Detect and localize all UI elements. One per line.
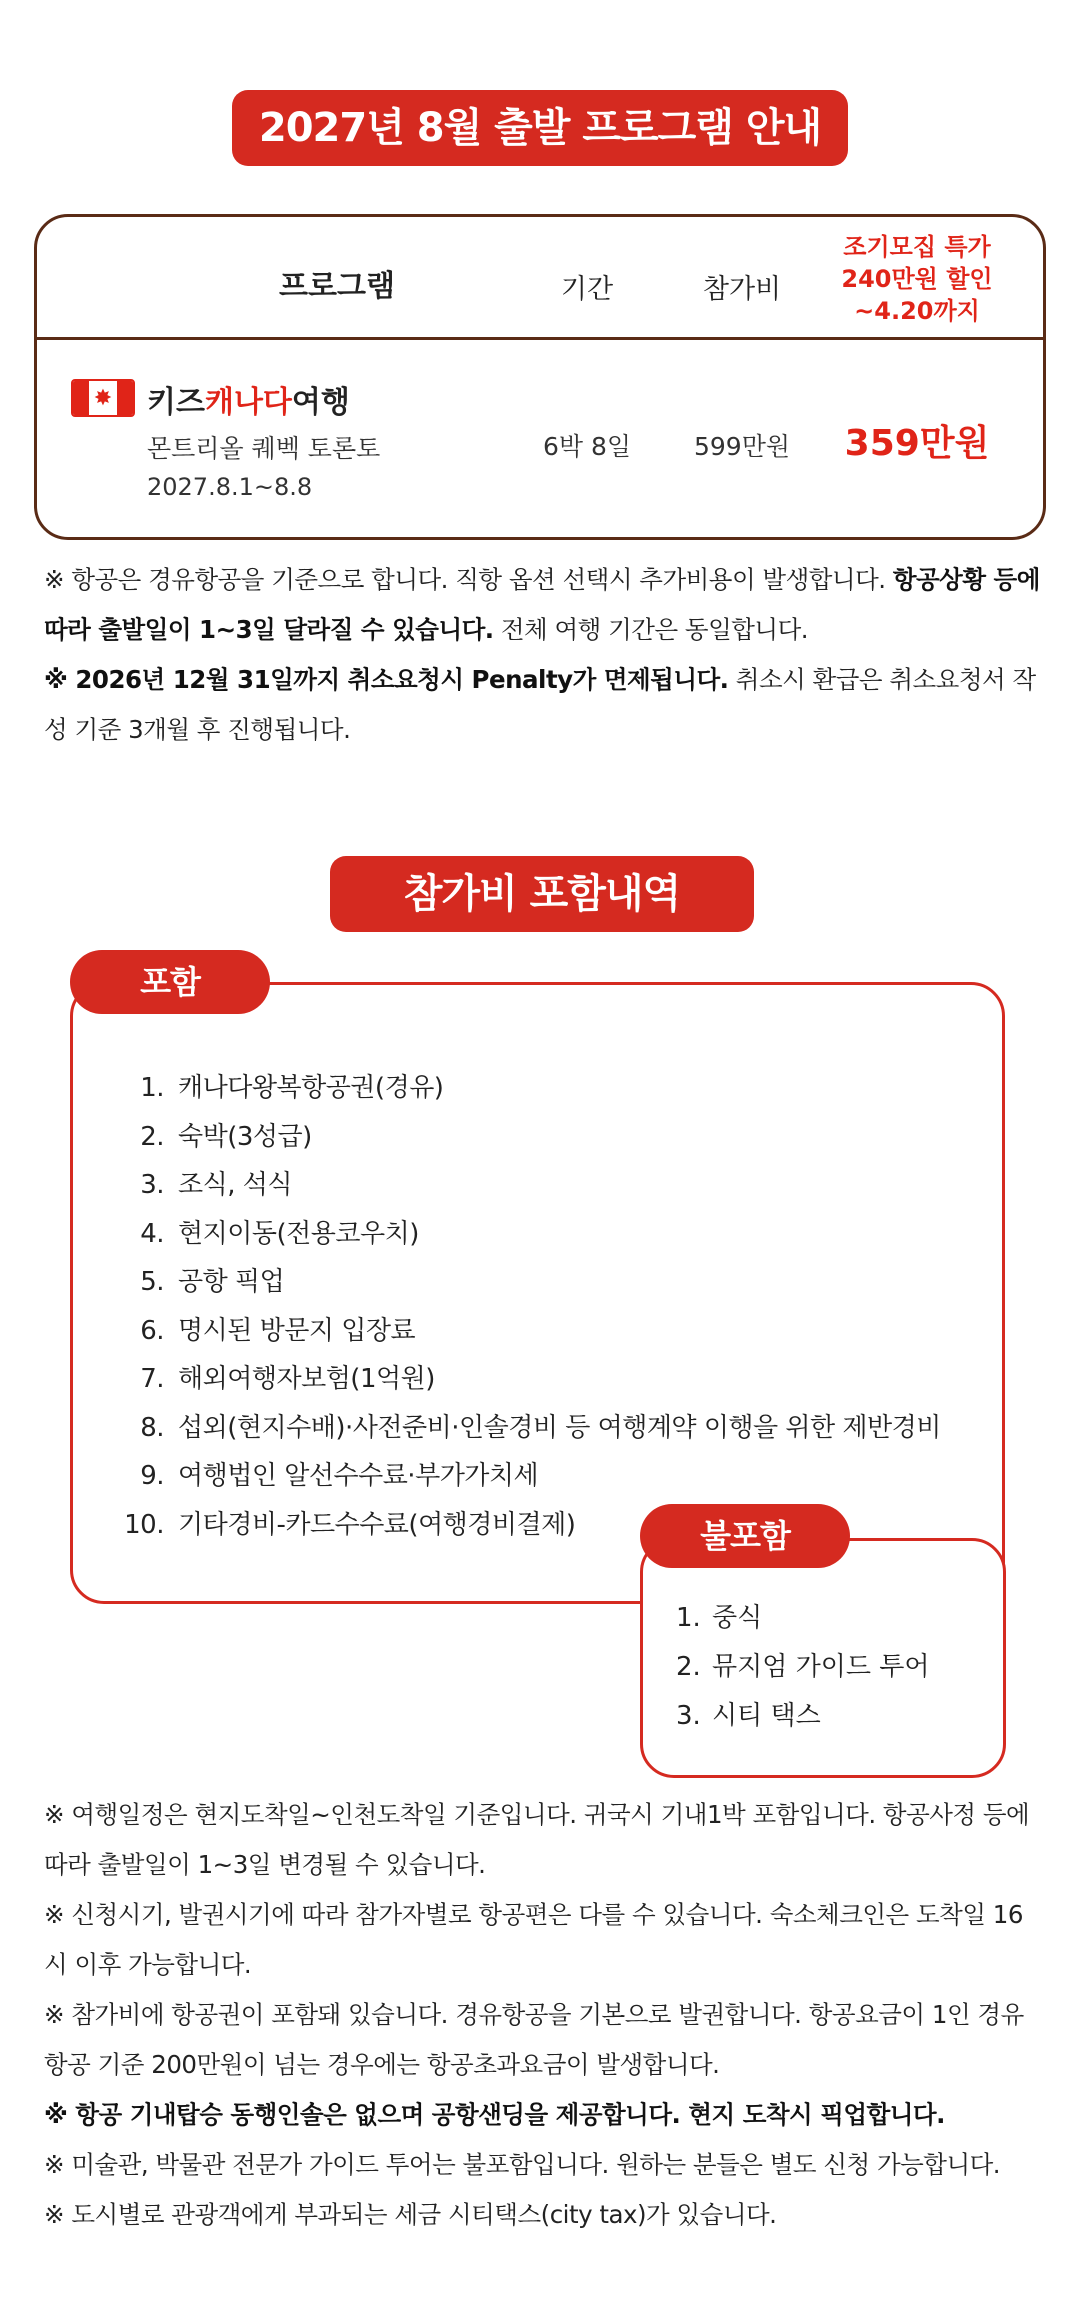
program-early-price: 359만원 [844,423,990,464]
program-notes [44,555,1044,755]
note-escort: ※ 항공 기내탑승 동행인솔은 없으며 공항샌딩을 제공합니다. 현지 도착시 픽업합니다. [44,2100,945,2129]
header-program: 프로그램 [279,269,395,304]
list-item: 6. 명시된 방문지 입장료 [140,1315,416,1346]
early-line-3: ~4.20까지 [854,297,980,325]
note-museum: ※ 미술관, 박물관 전문가 가이드 투어는 불포함입니다. 원하는 분들은 별도 신청 가능합니다. [44,2150,1001,2179]
include-label: 포함 [70,950,270,1014]
program-dates: 2027.8.1~8.8 [147,473,313,501]
note-flight: ※ 항공은 경유항공을 기준으로 합니다. 직항 옵션 선택시 추가비용이 발생합니다. 항공상황 등에 따라 출발일이 1~3일 달라질 수 있습니다. 전체 여행 기간은 동일합니다. [44,565,1040,644]
header-fee: 참가비 [702,274,782,305]
list-item: 1. 캐나다왕복항공권(경유) [140,1073,444,1103]
list-item: 2. 뮤지엄 가이드 투어 [676,1652,930,1682]
list-item: 3. 시티 택스 [676,1701,821,1731]
note-itinerary: ※ 여행일정은 현지도착일~인천도착일 기준입니다. 귀국시 기내1박 포함입니다. 항공사정 등에 따라 출발일이 1~3일 변경될 수 있습니다. [44,1800,1030,1879]
header-early-bird [807,231,1027,327]
list-item: 2. 숙박(3성급) [140,1121,312,1152]
program-name: 키즈캐나다여행 [147,385,350,420]
exclude-label: 불포함 [640,1504,850,1568]
program-period: 6박 8일 [542,432,632,461]
early-line-1: 조기모집 특가 [843,233,991,261]
include-list [112,1064,1012,1549]
table-divider [37,337,1043,340]
note-airfare: ※ 참가비에 항공권이 포함돼 있습니다. 경유항공을 기본으로 발권합니다. 항공요금이 1인 경유 항공 기준 200만원이 넘는 경우에는 항공초과요금이 발생합니다. [44,2000,1024,2079]
inclusion-notes [44,1790,1044,2240]
header-period: 기간 [560,274,614,305]
note-city-tax: ※ 도시별로 관광객에게 부과되는 세금 시티택스(city tax)가 있습니다. [44,2200,777,2229]
list-item: 10. 기타경비-카드수수료(여행경비결제) [124,1509,576,1540]
early-line-2: 240만원 할인 [841,265,993,293]
list-item: 7. 해외여행자보험(1억원) [140,1364,435,1394]
note-booking: ※ 신청시기, 발권시기에 따라 참가자별로 항공편은 다를 수 있습니다. 숙소체크인은 도착일 16시 이후 가능합니다. [44,1900,1023,1979]
list-item: 5. 공항 픽업 [140,1267,285,1297]
canada-flag-icon: ✸ [71,379,135,417]
exclude-list [676,1594,996,1741]
list-item: 8. 섭외(현지수배)·사전준비·인솔경비 등 여행계약 이행을 위한 제반경비 [140,1412,941,1443]
list-item: 9. 여행법인 알선수수료·부가가치세 [140,1461,539,1491]
program-cities: 몬트리올 퀘벡 토론토 [147,434,381,463]
list-item: 4. 현지이동(전용코우치) [140,1218,419,1249]
note-cancel: ※ 2026년 12월 31일까지 취소요청시 Penalty가 면제됩니다. 취소시 환급은 취소요청서 작성 기준 3개월 후 진행됩니다. [44,665,1036,744]
list-item: 3. 조식, 석식 [140,1170,292,1200]
program-fee: 599만원 [693,432,791,461]
program-guide-title: 2027년 8월 출발 프로그램 안내 [232,90,848,166]
list-item: 1. 중식 [676,1603,763,1633]
inclusions-title: 참가비 포함내역 [330,856,754,932]
program-table [34,214,1046,540]
